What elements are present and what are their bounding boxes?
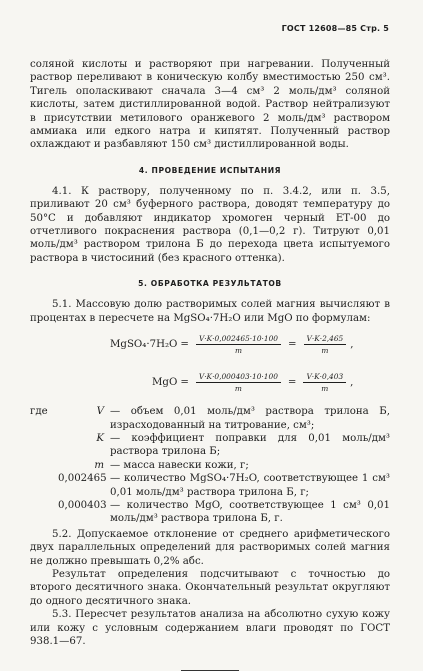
formula-mgso4-equals-2: = — [288, 338, 297, 350]
paragraph-5-2: 5.2. Допускаемое отклонение от среднего арифметического двух параллельных определений для растворимых солей магния не должно превышать 0,2% абс. — [30, 528, 390, 567]
fraction-denominator: m — [321, 383, 329, 393]
paragraph-5-2-rounding: Результат определения подсчитывают с точностью до второго десятичного знака. Окончательный результат округляют до одного десятичного знака. — [30, 568, 390, 607]
formula-mgso4-lhs: MgSO₄·7H₂O — [110, 338, 178, 350]
definition-symbol: 0,002465 — [58, 473, 107, 485]
formula-mgso4-fraction-2 — [304, 334, 347, 355]
formula-mgso4 — [30, 325, 390, 363]
definition-lead — [30, 472, 58, 499]
definition-text: — количество MgO, соответствующее 1 см³ 0,01 моль/дм³ раствора трилона Б, г. — [110, 499, 390, 525]
formula-mgo-fraction-2 — [303, 372, 346, 393]
fraction-numerator: V·K·0,000403·10·100 — [196, 372, 281, 383]
definition-row — [30, 432, 390, 459]
definition-row — [30, 459, 390, 472]
section-5-heading: 5. ОБРАБОТКА РЕЗУЛЬТАТОВ — [138, 279, 282, 289]
formula-mgo-equals-2: = — [287, 376, 297, 388]
section-4-heading: 4. ПРОВЕДЕНИЕ ИСПЫТАНИЯ — [138, 165, 282, 175]
definition-lead — [30, 459, 58, 472]
fraction-numerator: V·K·2,465 — [304, 334, 347, 345]
definition-text: — объем 0,01 моль/дм³ раствора трилона Б, израсходованный на титрование, см³; — [110, 406, 390, 431]
definition-symbol: 0,000403 — [58, 499, 107, 511]
page-header: ГОСТ 12608—85 Стр. 5 — [281, 24, 389, 33]
definition-text: — масса навески кожи, г; — [110, 459, 249, 471]
paragraph-4-1: 4.1. К раствору, полученному по п. 3.4.2, или п. 3.5, приливают 20 см³ буферного раствора, доводят температуру до 50°С и добавляют индикатор хромоген черный ЕТ-00 до отчетливого покраснения раствора (0,1—0,2 г). Титруют 0,01 моль/дм³ раствором трилона Б до перехода цвета испытуемого раствора в чистосиний (без красного оттенка). — [30, 185, 390, 264]
intro-paragraph: соляной кислоты и растворяют при нагревании. Полученный раствор переливают в коническую колбу вместимостью 250 см³. Тигель ополаскивают сначала 3—4 см³ 2 моль/дм³ соляной кислоты, затем дистиллированной водой. Раствор нейтрализуют в присутствии метилового оранжевого 2 моль/дм³ раствором аммиака или едкого натра и кипятят. Полученный раствор охлаждают и разбавляют 150 см³ дистиллированной воды. — [30, 59, 390, 151]
formula-mgo — [30, 363, 390, 401]
definition-lead: где — [30, 406, 48, 418]
fraction-numerator: V·K·0,403 — [303, 372, 346, 383]
paragraph-5-3: 5.3. Пересчет результатов анализа на абсолютно сухую кожу или кожу с условным содержанием влаги проводят по ГОСТ 938.1—67. — [30, 609, 390, 647]
formula-mgo-fraction-1 — [196, 372, 281, 393]
definition-text: — коэффициент поправки для 0,01 моль/дм³ раствора трилона Б; — [110, 432, 390, 458]
definition-lead — [30, 499, 58, 526]
definition-row — [30, 472, 390, 499]
formula-mgo-lhs: MgO — [152, 376, 178, 388]
formula-mgo-comma: , — [350, 376, 354, 388]
formula-mgso4-equals: = — [180, 338, 189, 350]
definition-symbol: V — [96, 406, 104, 418]
definition-symbol: K — [96, 432, 104, 444]
definition-row — [30, 499, 390, 526]
definition-symbol: m — [94, 459, 104, 471]
definition-row — [30, 405, 390, 432]
definition-text: — количество MgSO₄·7H₂O, соответствующее 1 см³ 0,01 моль/дм³ раствора трилона Б, г; — [110, 473, 390, 498]
fraction-denominator: m — [321, 345, 329, 355]
fraction-denominator: m — [234, 383, 242, 393]
formula-mgso4-comma: , — [350, 338, 354, 350]
paragraph-5-1: 5.1. Массовую долю растворимых солей магния вычисляют в процентах в пересчете на MgSO₄·7H₂O или MgO по формулам: — [30, 299, 390, 324]
fraction-numerator: V·K·0,002465·10·100 — [196, 334, 281, 345]
formula-mgso4-fraction-1 — [196, 334, 281, 355]
fraction-denominator: m — [234, 345, 242, 355]
variable-definitions — [30, 405, 390, 526]
definition-lead — [30, 432, 58, 459]
formula-mgo-equals: = — [180, 376, 189, 388]
page-body — [30, 58, 390, 671]
